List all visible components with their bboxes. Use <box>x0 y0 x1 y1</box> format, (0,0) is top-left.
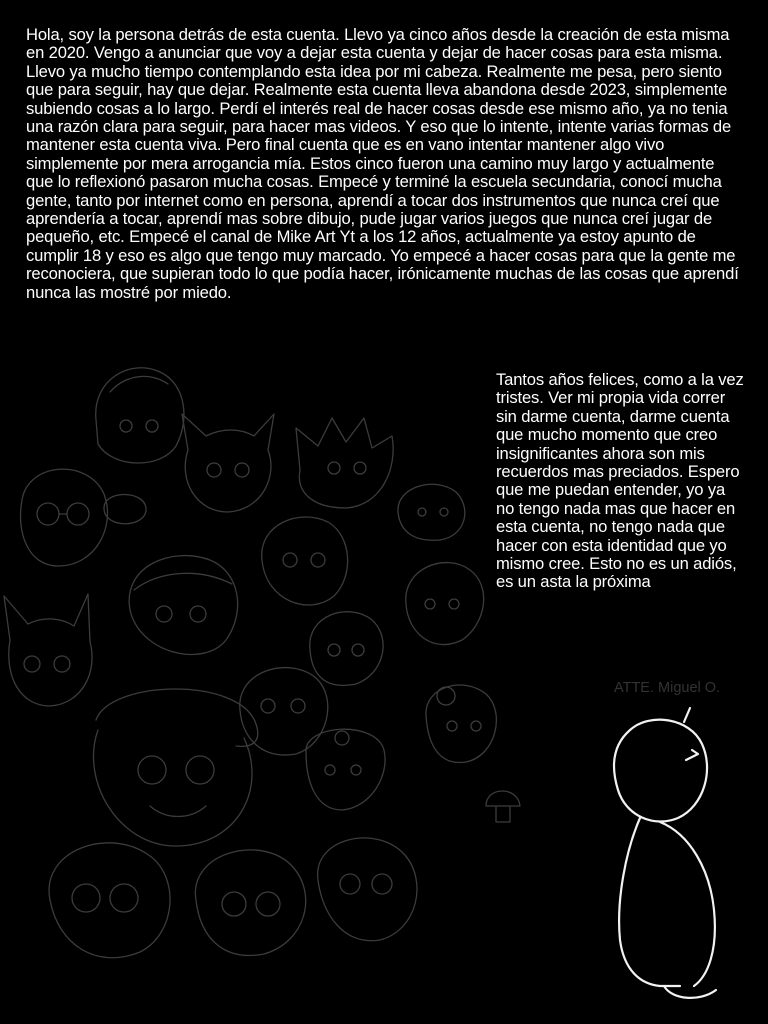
faint-character-sketches <box>4 368 520 958</box>
letter-body: Hola, soy la persona detrás de esta cuenta. Llevo ya cinco años desde la creación de esta misma en 2020. Vengo a anunciar que voy a dejar esta cuenta y dejar de hacer cosas para esta misma. Llevo ya mucho tiempo contemplando esta idea por mi cabeza. Realmente me pesa, pero siento que para seguir, hay que dejar. Realmente esta cuenta lleva abandona desde 2023, simplemente subiendo cosas a lo largo. Perdí el interés real de hacer cosas desde ese mismo año, ya no tenia una razón clara para seguir, para hacer mas videos. Y eso que lo intente, intente varias formas de mantener esta cuenta viva. Pero final cuenta que es en vano intentar mantener algo vivo simplemente por mera arrogancia mía. Estos cinco fueron una camino muy largo y actualmente que lo reflexionó pasaron mucha cosas. Empecé y terminé la escuela secundaria, conocí mucha gente, tanto por internet como en persona, aprendí a tocar dos instrumentos que nunca creí que aprendería a tocar, aprendí mas sobre dibujo, pude jugar varios juegos que nunca creí jugar de pequeño, etc. Empecé el canal de Mike Art Yt a los 12 años, actualmente ya estoy apunto de cumplir 18 y eso es algo que tengo muy marcado. Yo empecé a hacer cosas para que la gente me reconociera, que supieran todo lo que podía hacer, irónicamente muchas de las cosas que aprendí nunca las mostré por miedo. <box>26 25 739 302</box>
letter-closing: Tantos años felices, como a la vez tristes. Ver mi propia vida correr sin darme cuenta, darme cuenta que mucho momento que creo insignificantes ahora son mis recuerdos mas preciados. Espero que me puedan entender, yo ya no tengo nada mas que hacer en esta cuenta, no tengo nada que hacer con esta identidad que yo mismo cree. Esto no es un adiós, es un asta la próxima <box>496 370 744 592</box>
letter-signature: ATTE. Miguel O. <box>614 680 721 696</box>
glowing-sitting-figure <box>614 708 716 998</box>
